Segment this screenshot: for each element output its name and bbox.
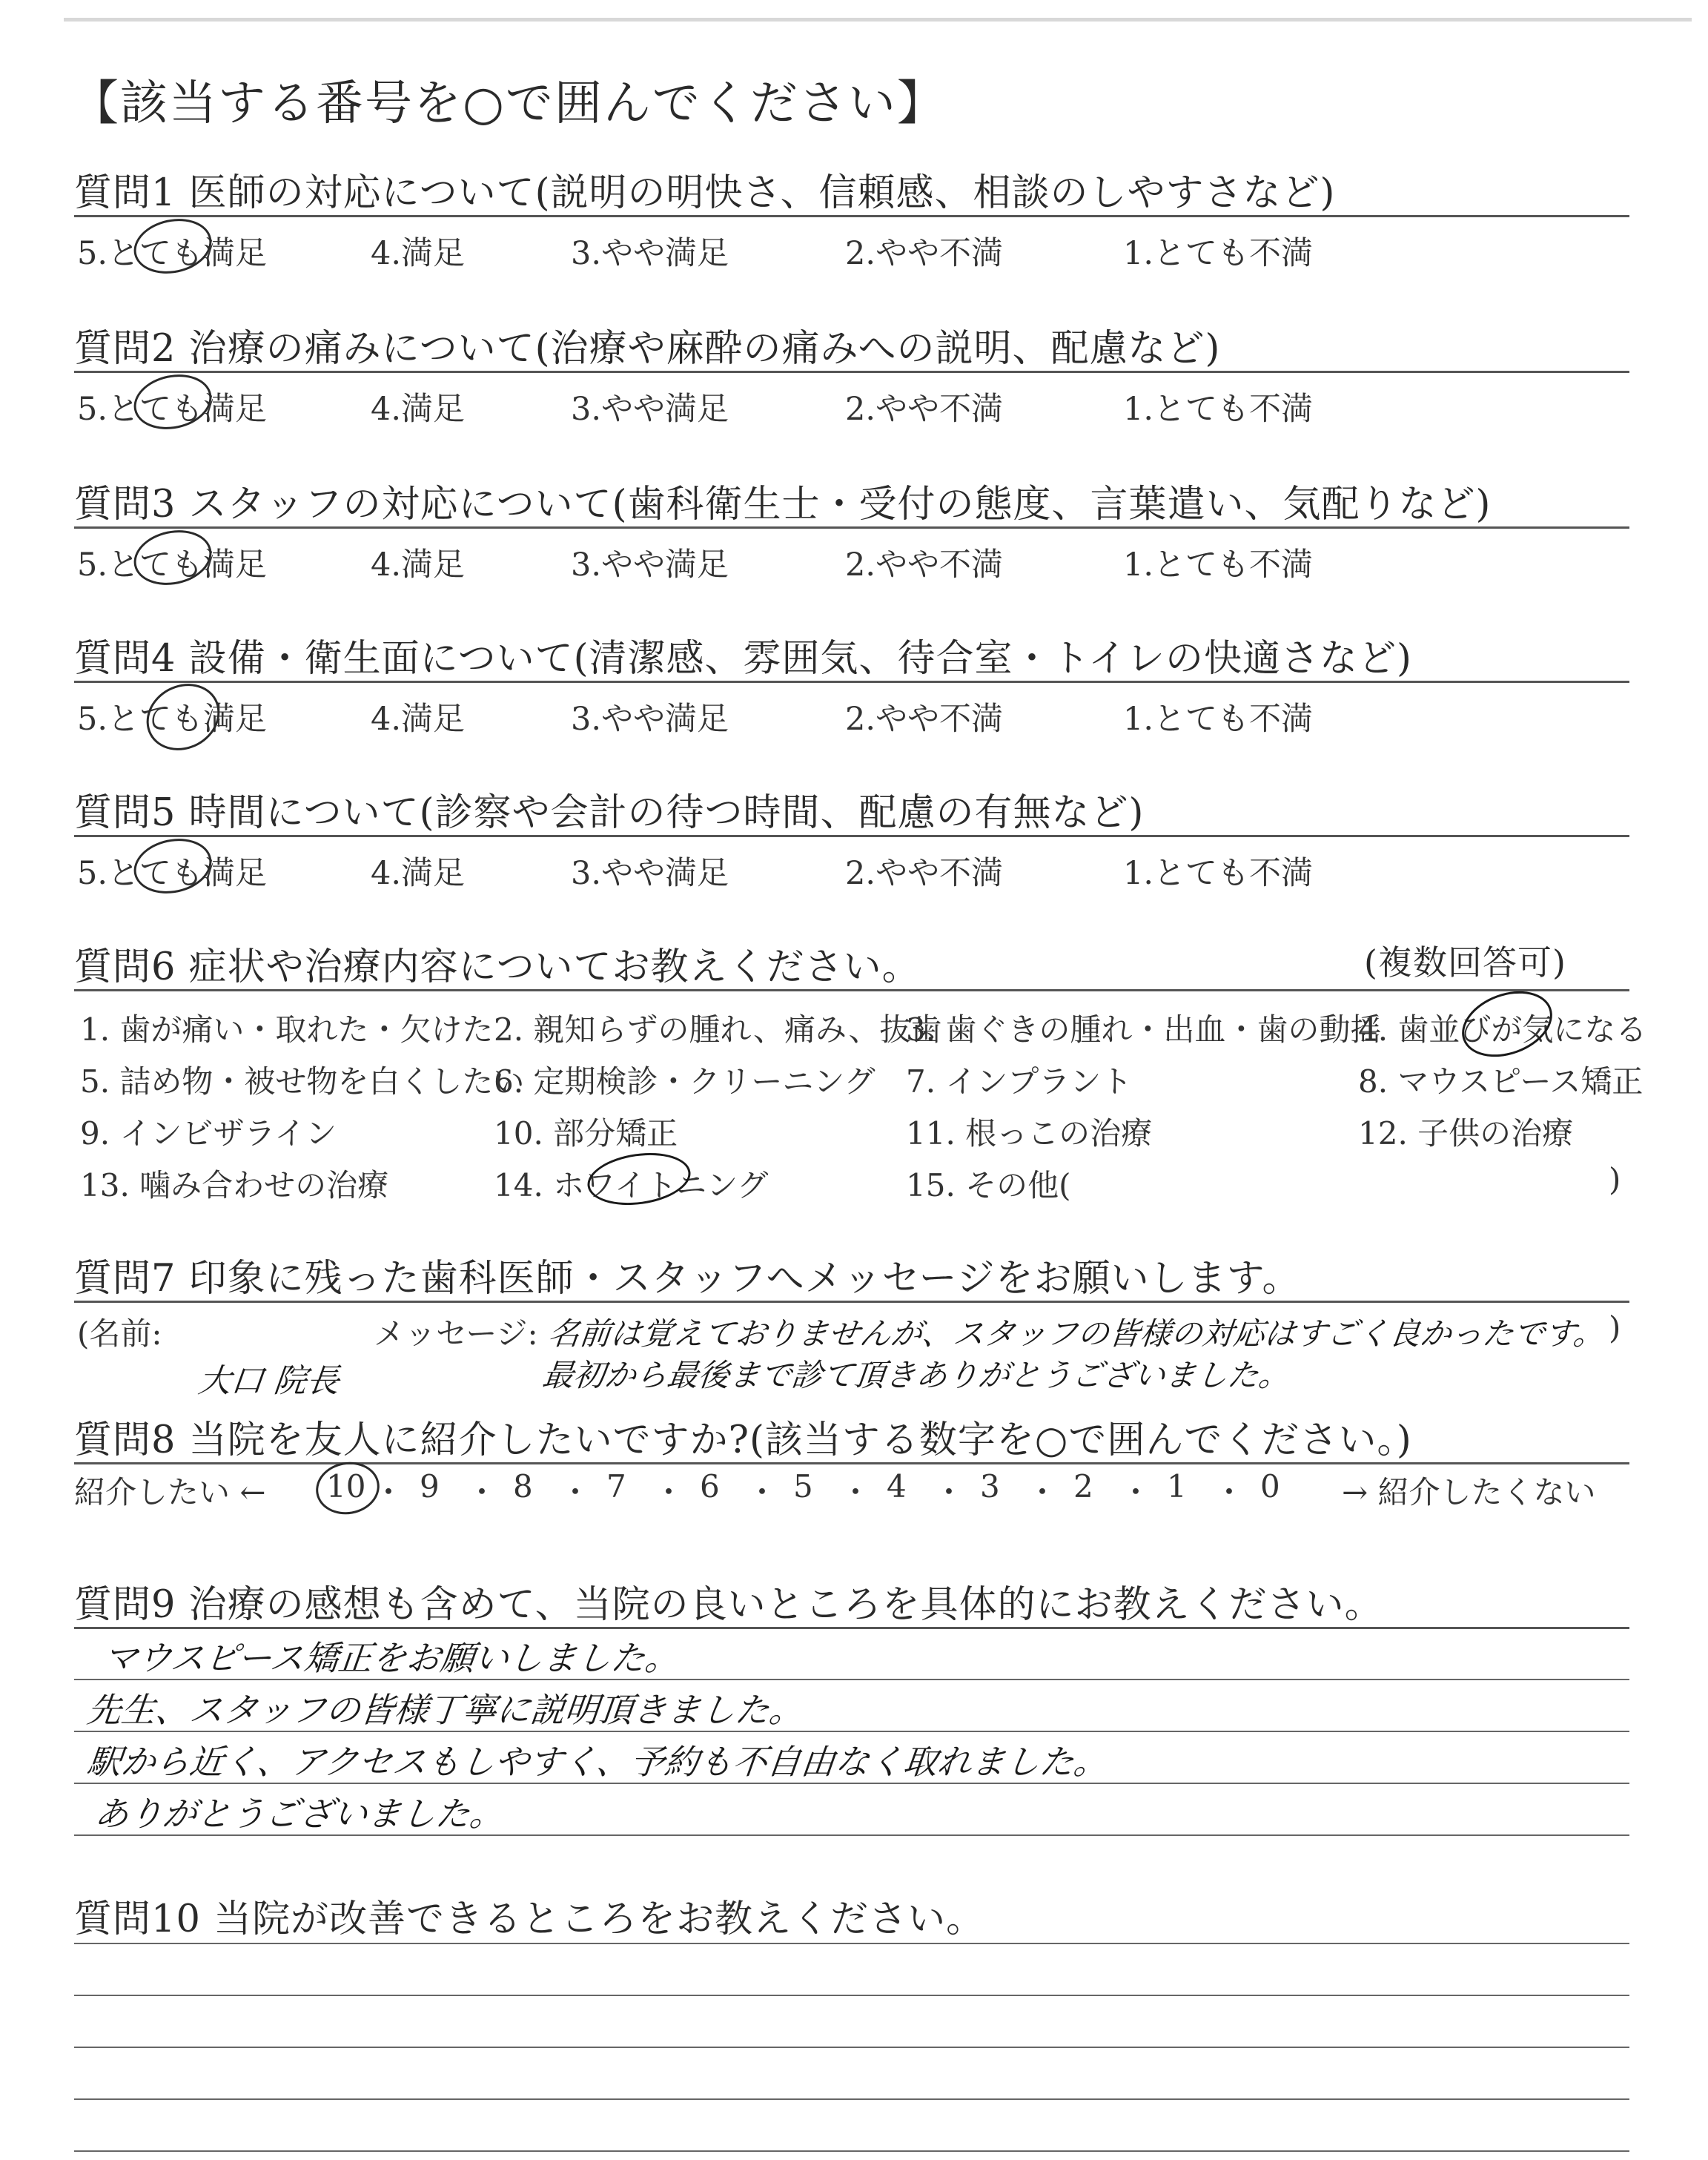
q6-option-8[interactable]: 8. マウスピース矯正: [1358, 1063, 1644, 1100]
q3-option-4[interactable]: 4.満足: [371, 546, 466, 584]
q6-option-11[interactable]: 11. 根っこの治療: [906, 1115, 1153, 1152]
q3-option-3[interactable]: 3.やや満足: [571, 546, 729, 584]
q8-number-0[interactable]: 0: [1260, 1468, 1280, 1505]
q8-separator-dot: ・: [840, 1474, 872, 1510]
q5-option-5[interactable]: 5.とても満足: [77, 855, 268, 892]
q8-number-6[interactable]: 6: [700, 1468, 720, 1505]
q8-separator-dot: ・: [653, 1474, 685, 1510]
q4-option-1[interactable]: 1.とても不満: [1123, 701, 1314, 738]
q8-number-5[interactable]: 5: [793, 1468, 813, 1505]
question-1-rule: [74, 215, 1629, 217]
q6-option-3[interactable]: 3. 歯ぐきの腫れ・出血・歯の動揺: [906, 1011, 1382, 1048]
q6-option-4[interactable]: 4. 歯並びが気になる: [1358, 1011, 1647, 1048]
q7-close-paren: ): [1609, 1309, 1621, 1346]
q3-option-5[interactable]: 5.とても満足: [77, 546, 268, 584]
question-2-rule: [74, 371, 1629, 373]
q3-option-1[interactable]: 1.とても不満: [1123, 546, 1314, 584]
page-header: 【該当する番号を○で囲んでください】: [71, 76, 946, 131]
question-6-note: (複数回答可): [1364, 942, 1566, 982]
q5-option-4[interactable]: 4.満足: [371, 855, 466, 892]
q7-name-label: (名前:: [77, 1315, 162, 1352]
q6-option-7[interactable]: 7. インプラント: [906, 1063, 1133, 1100]
q5-option-2[interactable]: 2.やや不満: [845, 855, 1004, 892]
q9-answer-line-1[interactable]: マウスピース矯正をお願いしました。: [101, 1638, 682, 1678]
question-1-title: 質問1 医師の対応について(説明の明快さ、信頼感、相談のしやすさなど): [74, 171, 1336, 215]
q6-option-9[interactable]: 9. インビザライン: [80, 1115, 337, 1152]
question-9-rule: [74, 1627, 1629, 1629]
q10-line-4[interactable]: [74, 2098, 1629, 2100]
q8-separator-dot: ・: [466, 1474, 498, 1510]
q7-message-label: メッセージ:: [374, 1315, 538, 1352]
q4-option-3[interactable]: 3.やや満足: [571, 701, 729, 738]
q6-option-12[interactable]: 12. 子供の治療: [1358, 1115, 1574, 1152]
q8-separator-dot: ・: [373, 1474, 405, 1510]
q8-number-1[interactable]: 1: [1167, 1468, 1187, 1505]
q8-number-2[interactable]: 2: [1073, 1468, 1093, 1505]
q8-separator-dot: ・: [933, 1474, 965, 1510]
question-4-rule: [74, 681, 1629, 683]
q1-option-4[interactable]: 4.満足: [371, 235, 466, 272]
q4-option-5[interactable]: 5.とても満足: [77, 701, 268, 738]
q8-separator-dot: ・: [560, 1474, 592, 1510]
q9-answer-line-3[interactable]: 駅から近く、アクセスもしやすく、予約も不自由なく取れました。: [85, 1742, 1110, 1782]
q8-number-scale: [326, 1468, 1312, 1513]
q4-option-2[interactable]: 2.やや不満: [845, 701, 1004, 738]
question-3-rule: [74, 526, 1629, 529]
q2-option-3[interactable]: 3.やや満足: [571, 391, 729, 428]
top-border: [64, 18, 1692, 22]
q8-separator-dot: ・: [1214, 1474, 1245, 1510]
q8-number-10[interactable]: 10: [326, 1468, 366, 1505]
q7-message-handwritten-line-2[interactable]: 最初から最後まで診て頂きありがとうございました。: [540, 1357, 1292, 1393]
q5-option-3[interactable]: 3.やや満足: [571, 855, 729, 892]
q8-number-8[interactable]: 8: [513, 1468, 533, 1505]
q1-option-2[interactable]: 2.やや不満: [845, 235, 1004, 272]
q10-line-2[interactable]: [74, 1995, 1629, 1996]
q3-option-2[interactable]: 2.やや不満: [845, 546, 1004, 584]
question-7-rule: [74, 1301, 1629, 1303]
question-7-title: 質問7 印象に残った歯科医師・スタッフへメッセージをお願いします。: [74, 1257, 1301, 1301]
question-8-title: 質問8 当院を友人に紹介したいですか?(該当する数字を○で囲んでください。): [74, 1418, 1412, 1462]
question-10-title: 質問10 当院が改善できるところをお教えください。: [74, 1898, 985, 1941]
q8-separator-dot: ・: [1027, 1474, 1059, 1510]
q8-right-label: → 紹介したくない: [1342, 1474, 1596, 1510]
q10-line-5[interactable]: [74, 2150, 1629, 2152]
q7-message-handwritten-line-1[interactable]: 名前は覚えておりませんが、スタッフの皆様の対応はすごく良かったです。: [546, 1315, 1606, 1352]
question-9-title: 質問9 治療の感想も含めて、当院の良いところを具体的にお教えください。: [74, 1583, 1383, 1627]
q4-option-4[interactable]: 4.満足: [371, 701, 466, 738]
q8-separator-dot: ・: [1120, 1474, 1152, 1510]
q8-separator-dot: ・: [747, 1474, 778, 1510]
q6-other-close-paren: ): [1609, 1161, 1621, 1198]
q4-selection-circle: [135, 671, 231, 763]
question-6-title: 質問6 症状や治療内容についてお教えください。: [74, 945, 921, 989]
q2-option-2[interactable]: 2.やや不満: [845, 391, 1004, 428]
q6-selection-8-mark: [1453, 980, 1561, 1069]
q9-answer-line-4[interactable]: ありがとうございました。: [92, 1794, 506, 1834]
q10-line-3[interactable]: [74, 2047, 1629, 2048]
q6-option-2[interactable]: 2. 親知らずの腫れ、痛み、抜歯: [494, 1011, 942, 1048]
question-6-rule: [74, 989, 1629, 991]
q1-option-5[interactable]: 5.とても満足: [77, 235, 268, 272]
q5-option-1[interactable]: 1.とても不満: [1123, 855, 1314, 892]
q1-option-3[interactable]: 3.やや満足: [571, 235, 729, 272]
q6-option-13[interactable]: 13. 噛み合わせの治療: [80, 1167, 389, 1203]
q7-name-handwritten[interactable]: 大口 院長: [196, 1362, 342, 1400]
question-4-title: 質問4 設備・衛生面について(清潔感、雰囲気、待合室・トイレの快適さなど): [74, 637, 1412, 681]
q2-option-5[interactable]: 5.とても満足: [77, 391, 268, 428]
q10-line-1[interactable]: [74, 1943, 1629, 1944]
question-3-title: 質問3 スタッフの対応について(歯科衛生士・受付の態度、言葉遣い、気配りなど): [74, 483, 1492, 526]
q6-option-5[interactable]: 5. 詰め物・被せ物を白くしたい: [80, 1063, 525, 1100]
q6-option-10[interactable]: 10. 部分矯正: [494, 1115, 678, 1152]
q8-number-4[interactable]: 4: [887, 1468, 907, 1505]
q6-option-15[interactable]: 15. その他(: [906, 1167, 1071, 1203]
q8-number-3[interactable]: 3: [980, 1468, 1000, 1505]
q2-option-1[interactable]: 1.とても不満: [1123, 391, 1314, 428]
q8-number-9[interactable]: 9: [420, 1468, 440, 1505]
q9-answer-line-2[interactable]: 先生、スタッフの皆様丁寧に説明頂きました。: [85, 1690, 806, 1730]
q6-option-1[interactable]: 1. 歯が痛い・取れた・欠けた: [80, 1011, 494, 1048]
q8-number-7[interactable]: 7: [606, 1468, 626, 1505]
question-8-rule: [74, 1462, 1629, 1464]
q6-option-14[interactable]: 14. ホワイトニング: [494, 1167, 769, 1203]
question-5-title: 質問5 時間について(診察や会計の待つ時間、配慮の有無など): [74, 791, 1145, 835]
question-5-rule: [74, 835, 1629, 837]
q2-option-4[interactable]: 4.満足: [371, 391, 466, 428]
q6-option-6[interactable]: 6. 定期検診・クリーニング: [494, 1063, 875, 1100]
question-2-title: 質問2 治療の痛みについて(治療や麻酔の痛みへの説明、配慮など): [74, 327, 1221, 371]
q8-left-label: 紹介したい ←: [74, 1474, 266, 1510]
q1-option-1[interactable]: 1.とても不満: [1123, 235, 1314, 272]
